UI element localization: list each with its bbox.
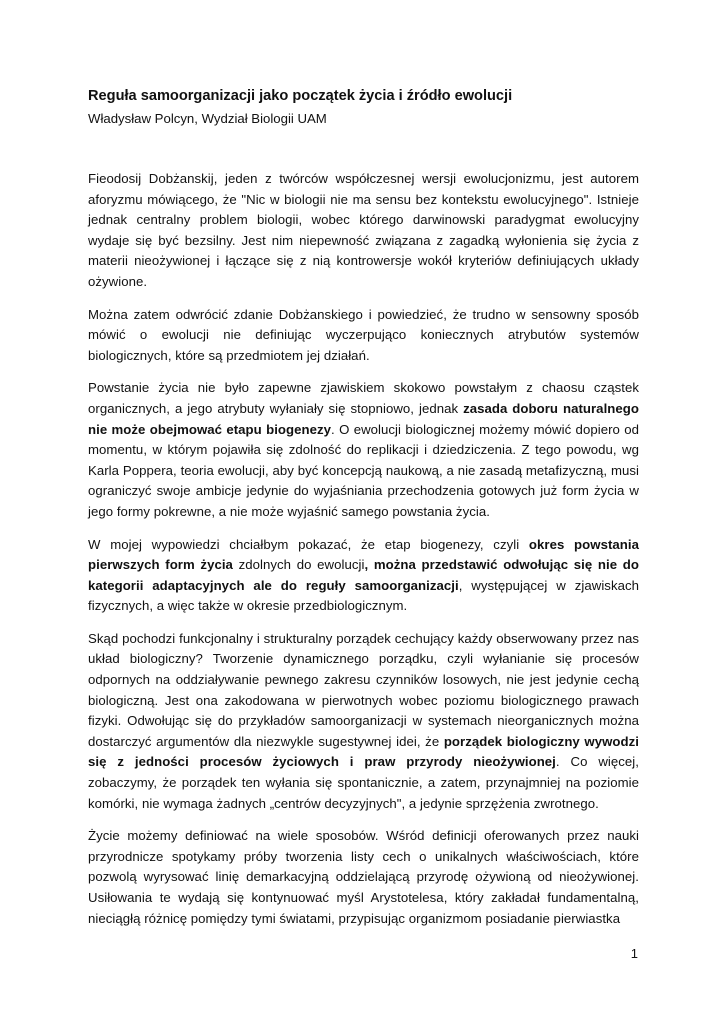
text-run: Skąd pochodzi funkcjonalny i strukturalny porządek cechujący każdy obserwowany przez nas układ biologiczny? Tworzenie dynamicznego porządku, czyli wyłanianie się procesów odpornych na oddziaływanie pewnego zakresu czynników losowych, nie jest jedynie cechą biologiczną. Jest ona zakodowana w pierwotnych wobec poziomu biologicznego prawach fizyki. Odwołując się do przykładów samoorganizacji w systemach nieorganicznych można dostarczyć argumentów dla niezwykle sugestywnej idei, że	[88, 630, 639, 749]
paragraph	[88, 169, 639, 293]
bold-text: okres powstania pierwszych form życia	[88, 536, 639, 573]
document-body	[88, 169, 639, 929]
bold-text: porządek biologiczny wywodzi się z jedności procesów życiowych i praw przyrody nieożywionej	[88, 733, 639, 770]
paragraph	[88, 535, 639, 617]
bold-text: , można przedstawić odwołując się nie do kategorii adaptacyjnych ale do reguły samoorganizacji	[88, 557, 640, 593]
bold-text: zasada doboru naturalnego nie może obejmować etapu biogenezy	[88, 400, 639, 437]
paragraph	[88, 629, 639, 814]
text-run: W mojej wypowiedzi chciałbym pokazać, że etap biogenezy, czyli	[88, 536, 529, 552]
text-run: Powstanie życia nie było zapewne zjawiskiem skokowo powstałym z chaosu cząstek organicznych, a jego atrybuty wyłaniały się stopniowo, jednak	[88, 380, 639, 416]
document-author: Władysław Polcyn, Wydział Biologii UAM	[88, 111, 327, 126]
paragraph	[88, 378, 639, 522]
text-run: , występującej w zjawiskach fizycznych, a więc także w okresie przedbiologicznym.	[88, 577, 639, 614]
document-page	[88, 86, 639, 941]
text-run: . O ewolucji biologicznej możemy mówić dopiero od momentu, w którym pojawiła się zdolność do replikacji i dziedziczenia. Z tego powodu, wg Karla Poppera, teoria ewolucji, aby być koncepcją naukową, a nie zasadą metafizyczną, musi ograniczyć swoje ambicje jedynie do wyjaśniania przechodzenia gotowych już form życia w jego formy pokrewne, a nie może wyjaśnić samego powstania życia.	[88, 421, 639, 519]
paragraph	[88, 826, 639, 929]
page-number: 1	[630, 946, 638, 961]
text-run: . Co więcej, zobaczymy, że porządek ten wyłania się spontanicznie, a zatem, przynajmniej na poziomie komórki, nie wymaga żadnych „centrów decyzyjnych", a jedynie sprzężenia zwrotnego.	[88, 754, 639, 811]
text-run: Fieodosij Dobżanskij, jeden z twórców współczesnej wersji ewolucjonizmu, jest autorem aforyzmu mówiącego, że "Nic w biologii nie ma sensu bez kontekstu ewolucyjnego". Istnieje jednak centralny problem biologii, wobec którego darwinowski paradygmat ewolucyjny wydaje się być bezsilny. Jest nim niepewność związana z zagadką wyłonienia się życia z materii nieożywionej i łączące się z nią kontrowersje wokół kryteriów definiujących układy ożywione.	[88, 171, 639, 289]
text-run: Życie możemy definiować na wiele sposobów. Wśród definicji oferowanych przez nauki przyrodnicze spotykamy próby tworzenia listy cech o unikalnych właściwościach, które pozwolą wyrysować linię demarkacyjną oddzielającą przyrodę ożywioną od nieożywionej. Usiłowania te wydają się kontynuować myśl Arystotelesa, który zakładał fundamentalną, nieciągłą różnicę pomiędzy tymi światami, przypisując organizmom posiadanie pierwiastka	[88, 828, 639, 926]
text-run: zdolnych do ewolucji	[232, 557, 365, 573]
text-run: Można zatem odwrócić zdanie Dobżanskiego i powiedzieć, że trudno w sensowny sposób mówić o ewolucji nie definiując wyczerpująco koniecznych atrybutów systemów biologicznych, które są przedmiotem jej działań.	[88, 306, 639, 363]
document-title: Reguła samoorganizacji jako początek życia i źródło ewolucji	[88, 88, 513, 104]
paragraph	[88, 305, 639, 367]
